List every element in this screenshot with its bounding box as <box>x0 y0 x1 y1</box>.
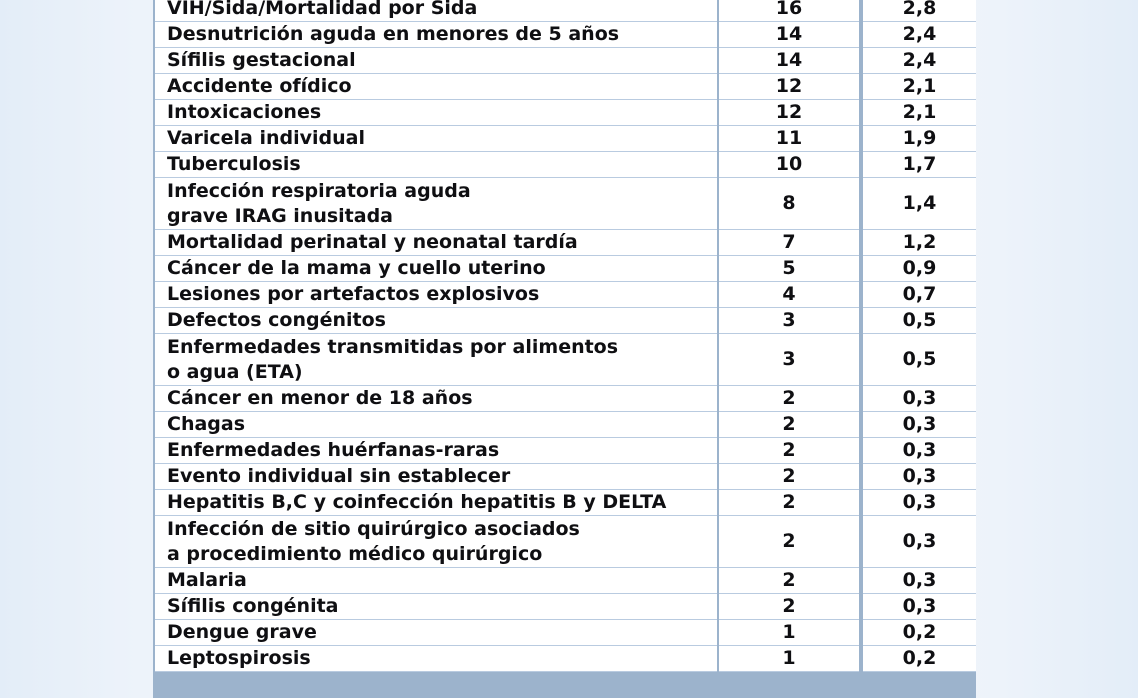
event-name-cell <box>155 490 718 516</box>
table-row <box>155 412 976 438</box>
case-count-cell: 2 <box>718 490 861 516</box>
table-row <box>155 308 976 334</box>
case-count-cell: 10 <box>718 152 861 178</box>
event-name-line: Infección de sitio quirúrgico asociados <box>167 517 580 540</box>
table-row <box>155 74 976 100</box>
percentage-cell: 0,3 <box>861 490 976 516</box>
event-name-line: Malaria <box>167 569 247 591</box>
percentage-cell: 2,8 <box>861 0 976 22</box>
case-count-cell: 16 <box>718 0 861 22</box>
event-name-line: Tuberculosis <box>167 153 301 175</box>
event-name-line: Cáncer en menor de 18 años <box>167 387 473 409</box>
event-name-line: Accidente ofídico <box>167 75 352 97</box>
event-name-line: Sífilis gestacional <box>167 49 356 71</box>
event-name-cell <box>155 126 718 152</box>
case-count-cell: 2 <box>718 464 861 490</box>
case-count-cell: 1 <box>718 646 861 672</box>
event-name-cell <box>155 464 718 490</box>
event-name-line: Defectos congénitos <box>167 309 386 331</box>
table-row <box>155 22 976 48</box>
event-name-line: Intoxicaciones <box>167 101 322 123</box>
events-table <box>155 0 976 672</box>
event-name-cell <box>155 594 718 620</box>
event-name-line: Dengue grave <box>167 621 317 643</box>
case-count-cell: 4 <box>718 282 861 308</box>
event-name-line: Lesiones por artefactos explosivos <box>167 283 540 305</box>
event-name-line: Chagas <box>167 413 246 435</box>
table-row <box>155 438 976 464</box>
event-name-line: Leptospirosis <box>167 647 311 669</box>
event-name-line: a procedimiento médico quirúrgico <box>167 542 543 565</box>
case-count-cell: 3 <box>718 334 861 386</box>
table-row <box>155 48 976 74</box>
events-table-body <box>155 0 976 672</box>
percentage-cell: 0,3 <box>861 464 976 490</box>
table-row <box>155 126 976 152</box>
table-row <box>155 178 976 230</box>
case-count-cell: 2 <box>718 568 861 594</box>
event-name-cell <box>155 230 718 256</box>
table-row <box>155 516 976 568</box>
case-count-cell: 1 <box>718 620 861 646</box>
percentage-cell: 0,5 <box>861 334 976 386</box>
percentage-cell: 2,1 <box>861 100 976 126</box>
event-name-cell <box>155 620 718 646</box>
event-name-cell <box>155 22 718 48</box>
case-count-cell: 5 <box>718 256 861 282</box>
case-count-cell: 7 <box>718 230 861 256</box>
percentage-cell: 0,3 <box>861 438 976 464</box>
table-row <box>155 230 976 256</box>
event-name-cell <box>155 568 718 594</box>
percentage-cell: 0,5 <box>861 308 976 334</box>
event-name-cell <box>155 438 718 464</box>
case-count-cell: 14 <box>718 22 861 48</box>
event-name-cell <box>155 516 718 568</box>
event-name-line: o agua (ETA) <box>167 360 303 383</box>
table-row <box>155 646 976 672</box>
case-count-cell: 2 <box>718 386 861 412</box>
event-name-cell <box>155 0 718 22</box>
percentage-cell: 1,4 <box>861 178 976 230</box>
event-name-cell <box>155 178 718 230</box>
table-row <box>155 334 976 386</box>
case-count-cell: 2 <box>718 438 861 464</box>
percentage-cell: 0,3 <box>861 412 976 438</box>
case-count-cell: 2 <box>718 412 861 438</box>
case-count-cell: 14 <box>718 48 861 74</box>
event-name-cell <box>155 256 718 282</box>
event-name-cell <box>155 386 718 412</box>
case-count-cell: 12 <box>718 100 861 126</box>
event-name-cell <box>155 334 718 386</box>
table-row <box>155 568 976 594</box>
table-row <box>155 152 976 178</box>
event-name-cell <box>155 412 718 438</box>
case-count-cell: 3 <box>718 308 861 334</box>
percentage-cell: 1,7 <box>861 152 976 178</box>
percentage-cell: 0,3 <box>861 386 976 412</box>
event-name-line: Sífilis congénita <box>167 595 339 617</box>
percentage-cell: 2,4 <box>861 48 976 74</box>
table-row <box>155 282 976 308</box>
event-name-line: grave IRAG inusitada <box>167 204 394 227</box>
event-name-line: Enfermedades huérfanas-raras <box>167 439 500 461</box>
percentage-cell: 1,9 <box>861 126 976 152</box>
event-name-line: Mortalidad perinatal y neonatal tardía <box>167 231 578 253</box>
event-name-line: Varicela individual <box>167 127 365 149</box>
table-row <box>155 100 976 126</box>
case-count-cell: 12 <box>718 74 861 100</box>
event-name-cell <box>155 100 718 126</box>
table-row <box>155 620 976 646</box>
percentage-cell: 0,7 <box>861 282 976 308</box>
table-row <box>155 490 976 516</box>
percentage-cell: 2,1 <box>861 74 976 100</box>
event-name-line: Cáncer de la mama y cuello uterino <box>167 257 546 279</box>
event-name-line: Hepatitis B,C y coinfección hepatitis B y DELTA <box>167 491 667 513</box>
case-count-cell: 2 <box>718 594 861 620</box>
event-name-cell <box>155 308 718 334</box>
table-row <box>155 464 976 490</box>
event-name-cell <box>155 48 718 74</box>
percentage-cell: 0,2 <box>861 646 976 672</box>
table-row <box>155 0 976 22</box>
event-name-line: Evento individual sin establecer <box>167 465 511 487</box>
percentage-cell: 0,2 <box>861 620 976 646</box>
event-name-cell <box>155 152 718 178</box>
percentage-cell: 0,3 <box>861 594 976 620</box>
event-name-cell <box>155 74 718 100</box>
event-name-line: Infección respiratoria aguda <box>167 179 471 202</box>
percentage-cell: 1,2 <box>861 230 976 256</box>
event-name-cell <box>155 646 718 672</box>
case-count-cell: 11 <box>718 126 861 152</box>
event-name-cell <box>155 282 718 308</box>
events-table-frame <box>153 0 976 698</box>
percentage-cell: 0,3 <box>861 516 976 568</box>
table-row <box>155 594 976 620</box>
percentage-cell: 0,9 <box>861 256 976 282</box>
percentage-cell: 0,3 <box>861 568 976 594</box>
event-name-line: Desnutrición aguda en menores de 5 años <box>167 23 620 45</box>
table-row <box>155 386 976 412</box>
case-count-cell: 8 <box>718 178 861 230</box>
table-row <box>155 256 976 282</box>
event-name-line: VIH/Sida/Mortalidad por Sida <box>167 0 478 19</box>
percentage-cell: 2,4 <box>861 22 976 48</box>
event-name-line: Enfermedades transmitidas por alimentos <box>167 335 619 358</box>
case-count-cell: 2 <box>718 516 861 568</box>
